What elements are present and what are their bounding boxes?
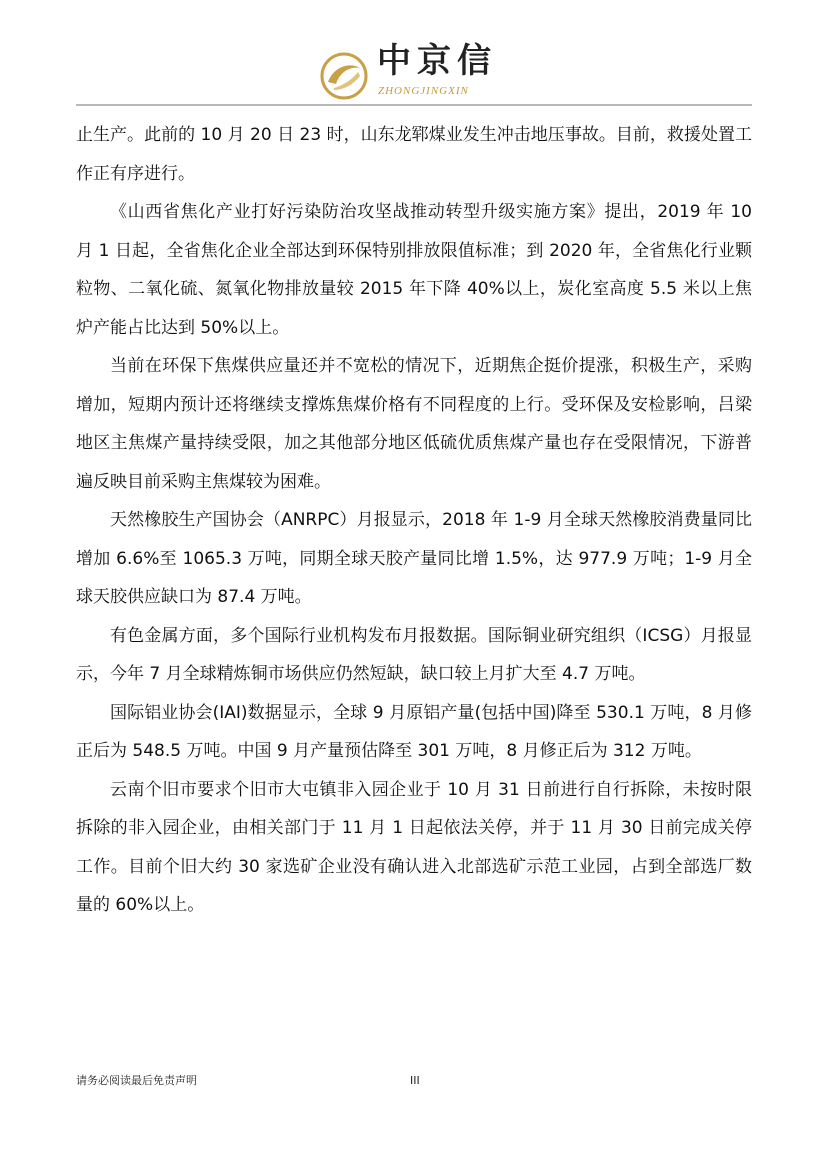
document-body <box>76 116 752 925</box>
paragraph: 天然橡胶生产国协会（ANRPC）月报显示，2018 年 1-9 月全球天然橡胶消费量同比增加 6.6%至 1065.3 万吨，同期全球天胶产量同比增 1.5%，达 977.9 万吨；1-9 月全球天胶供应缺口为 87.4 万吨。 <box>76 510 752 607</box>
zhongjingxin-logo-icon <box>320 52 368 100</box>
page-number: III <box>410 1074 420 1087</box>
page-header <box>0 0 827 110</box>
paragraph: 有色金属方面，多个国际行业机构发布月报数据。国际铜业研究组织（ICSG）月报显示，今年 7 月全球精炼铜市场供应仍然短缺，缺口较上月扩大至 4.7 万吨。 <box>76 625 752 684</box>
paragraph: 云南个旧市要求个旧市大屯镇非入园企业于 10 月 31 日前进行自行拆除，未按时限拆除的非入园企业，由相关部门于 11 月 1 日起依法关停，并于 11 月 30 日前完成关停工作。目前个旧大约 30 家选矿企业没有确认进入北部选矿示范工业园，占到全部选厂数量的 60%以上。 <box>76 779 752 915</box>
logo-text: 中京信 <box>377 41 497 81</box>
paragraph: 当前在环保下焦煤供应量还并不宽松的情况下，近期焦企挺价提涨，积极生产，采购增加，短期内预计还将继续支撑炼焦煤价格有不同程度的上行。受环保及安检影响，吕梁地区主焦煤产量持续受限，加之其他部分地区低硫优质焦煤产量也存在受限情况，下游普遍反映目前采购主焦煤较为困难。 <box>76 356 752 492</box>
header-divider <box>76 104 752 106</box>
paragraph: 国际铝业协会(IAI)数据显示，全球 9 月原铝产量(包括中国)降至 530.1 万吨，8 月修正后为 548.5 万吨。中国 9 月产量预估降至 301 万吨，8 月修正后为 312 万吨。 <box>76 702 752 761</box>
paragraph: 《山西省焦化产业打好污染防治攻坚战推动转型升级实施方案》提出，2019 年 10 月 1 日起，全省焦化企业全部达到环保特别排放限值标准；到 2020 年，全省焦化行业颗粒物、二氧化硫、氮氧化物排放量较 2015 年下降 40%以上，炭化室高度 5.5 米以上焦炉产能占比达到 50%以上。 <box>76 202 752 338</box>
logo-subtitle: ZHONGJINGXIN <box>378 85 469 97</box>
paragraph: 止生产。此前的 10 月 20 日 23 时，山东龙郓煤业发生冲击地压事故。目前，救援处置工作正有序进行。 <box>76 125 752 184</box>
footer-disclaimer: 请务必阅读最后免责声明 <box>76 1074 197 1087</box>
